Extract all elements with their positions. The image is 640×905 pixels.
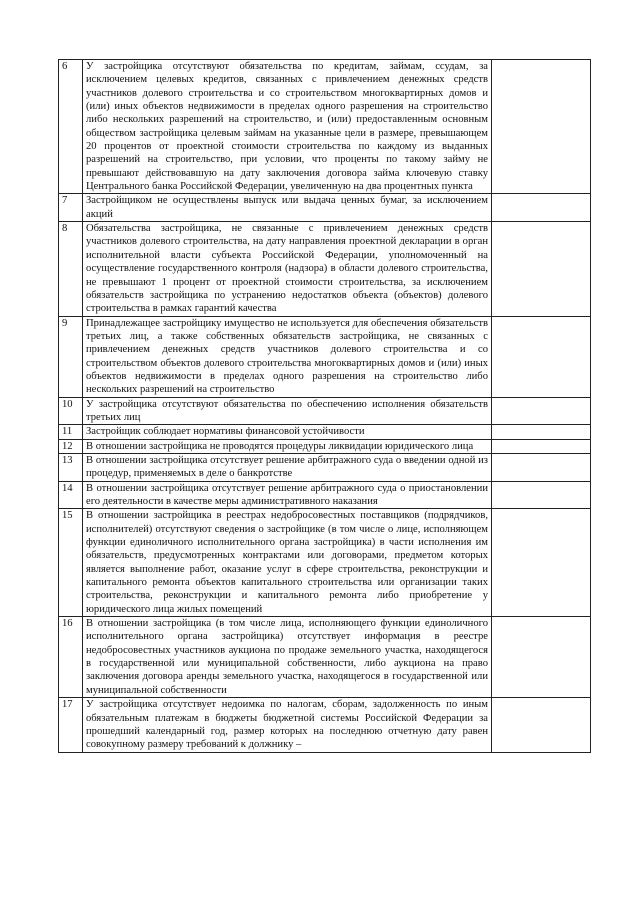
row-text: В отношении застройщика отсутствует решение арбитражного суда о введении одной из процедур, применяемых в деле о банкротстве — [83, 453, 492, 481]
row-number: 9 — [59, 316, 83, 397]
table-row — [59, 698, 591, 752]
row-number: 13 — [59, 453, 83, 481]
table-row — [59, 453, 591, 481]
row-text: Застройщиком не осуществлены выпуск или выдача ценных бумаг, за исключением акций — [83, 194, 492, 222]
row-note-cell — [492, 425, 591, 439]
row-text: У застройщика отсутствуют обязательства по обеспечению исполнения обязательств третьих лиц — [83, 397, 492, 425]
row-text: В отношении застройщика в реестрах недобросовестных поставщиков (подрядчиков, исполнителей) отсутствуют сведения о застройщике (в том числе о лице, исполняющем функции единоличного исполнительного органа застройщика) в части исполнения им обязательств, предусмотренных контрактами или договорами, предметом которых является выполнение работ, оказание услуг в сфере строительства, реконструкции и капитального ремонта объектов капитального строительства или организации таких строительства, реконструкции и капитального ремонта либо приобретение у юридического лица жилых помещений — [83, 509, 492, 617]
row-note-cell — [492, 397, 591, 425]
table-row — [59, 425, 591, 439]
row-number: 8 — [59, 222, 83, 316]
row-text: В отношении застройщика отсутствует решение арбитражного суда о приостановлении его деятельности в качестве меры административного наказания — [83, 481, 492, 509]
row-note-cell — [492, 439, 591, 453]
row-text: У застройщика отсутствует недоимка по налогам, сборам, задолженность по иным обязательным платежам в бюджеты бюджетной системы Российской Федерации за прошедший календарный год, размер которых на последнюю отчетную дату равен совокупному размеру требований к должнику – — [83, 698, 492, 752]
row-number: 12 — [59, 439, 83, 453]
row-number: 15 — [59, 509, 83, 617]
row-note-cell — [492, 698, 591, 752]
row-text: У застройщика отсутствуют обязательства по кредитам, займам, ссудам, за исключением целевых кредитов, связанных с привлечением денежных средств участников долевого строительства и со строительством многоквартирных домов и (или) иных объектов недвижимости в пределах одного разрешения на строительство либо нескольких разрешений на строительство, и (или) предоставленным основным обществом застройщика целевым займам на указанные цели в размере, превышающем 20 процентов от проектной стоимости строительства по каждому из выданных разрешений на строительство, при условии, что проценты по такому займу не превышают действовавшую на дату заключения договора займа ключевую ставку Центрального банка Российской Федерации, увеличенную на два процентных пункта — [83, 60, 492, 194]
row-text: В отношении застройщика не проводятся процедуры ликвидации юридического лица — [83, 439, 492, 453]
row-number: 11 — [59, 425, 83, 439]
row-note-cell — [492, 222, 591, 316]
row-number: 10 — [59, 397, 83, 425]
table-row — [59, 617, 591, 698]
requirements-table — [58, 59, 591, 753]
row-note-cell — [492, 194, 591, 222]
row-text: Застройщик соблюдает нормативы финансовой устойчивости — [83, 425, 492, 439]
row-note-cell — [492, 60, 591, 194]
table-row — [59, 194, 591, 222]
table-row — [59, 509, 591, 617]
row-note-cell — [492, 316, 591, 397]
row-text: Принадлежащее застройщику имущество не используется для обеспечения обязательств третьих лиц, а также собственных обязательств застройщика, не связанных с привлечением денежных средств участников долевого строительства и со строительством объектов долевого строительства многоквартирных домов и (или) иных объектов недвижимости в пределах одного разрешения на строительство либо нескольких разрешений на строительство — [83, 316, 492, 397]
row-text: Обязательства застройщика, не связанные с привлечением денежных средств участников долевого строительства, на дату направления проектной декларации в орган исполнительной власти субъекта Российской Федерации, уполномоченный на осуществление государственного контроля (надзора) в области долевого строительства, не превышают 1 процент от проектной стоимости строительства, за исключением обязательств застройщика по устранению недостатков объекта (объектов) долевого строительства в рамках гарантий качества — [83, 222, 492, 316]
row-number: 14 — [59, 481, 83, 509]
row-note-cell — [492, 617, 591, 698]
table-row — [59, 60, 591, 194]
table-row — [59, 439, 591, 453]
row-number: 16 — [59, 617, 83, 698]
row-number: 7 — [59, 194, 83, 222]
table-row — [59, 316, 591, 397]
row-number: 6 — [59, 60, 83, 194]
row-note-cell — [492, 481, 591, 509]
row-note-cell — [492, 509, 591, 617]
row-text: В отношении застройщика (в том числе лица, исполняющего функции единоличного исполнительного органа застройщика) отсутствует информация в реестре недобросовестных участников аукциона по продаже земельного участка, находящегося в государственной или муниципальной собственности, либо аукциона на право заключения договора аренды земельного участка, находящегося в государственной или муниципальной собственности — [83, 617, 492, 698]
row-note-cell — [492, 453, 591, 481]
table-row — [59, 222, 591, 316]
row-number: 17 — [59, 698, 83, 752]
table-row — [59, 481, 591, 509]
table-row — [59, 397, 591, 425]
